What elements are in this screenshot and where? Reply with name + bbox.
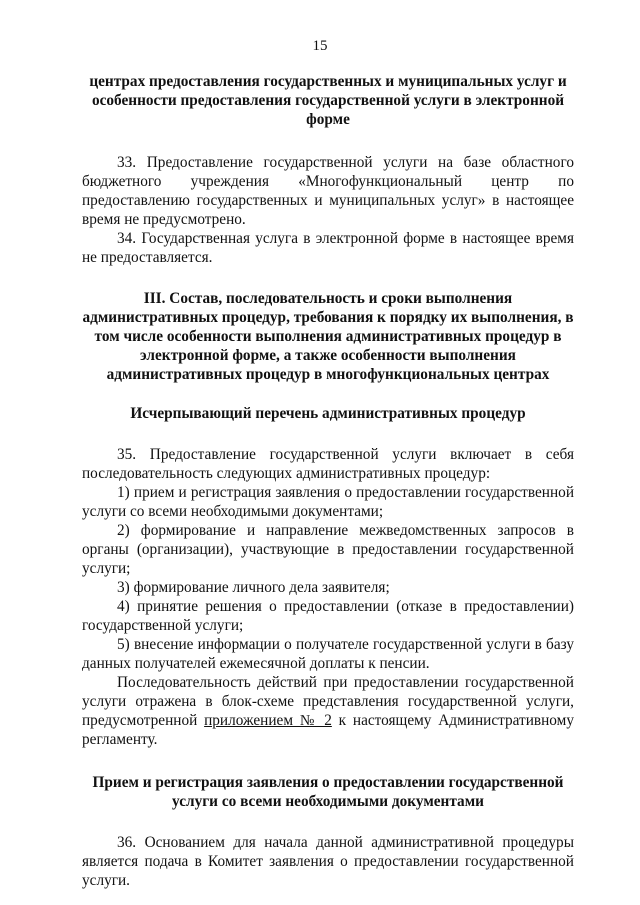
paragraph-34: 34. Государственная услуга в электронной форме в настоящее время не предоставляется. xyxy=(82,230,574,266)
section-3-heading: III. Состав, последовательность и сроки выполнения административных процедур, требования к порядку их выполнения, в том числе особенности выполнения административных процедур в электронной форме, а также особенности выполнения административных процедур в многофункциональных центрах xyxy=(82,290,574,383)
sequence-text-before: Последовательность действий при предоставлении государственной услуги отражена в блок-схеме представления государственной услуги, предусмотренной xyxy=(82,674,574,729)
appendix-2-link[interactable]: приложением № 2 xyxy=(204,712,332,729)
subheading-procedures-list: Исчерпывающий перечень административных процедур xyxy=(130,405,526,422)
paragraph-35: 35. Предоставление государственной услуги включает в себя последовательность следующих административных процедур: xyxy=(82,446,574,482)
list-item: 3) формирование личного дела заявителя; xyxy=(117,579,390,596)
sequence-text-after: к настоящему Административному регламенту. xyxy=(82,712,574,748)
list-item: 1) прием и регистрация заявления о предоставлении государственной услуги со всеми необходимыми документами; xyxy=(82,484,574,520)
paragraph-36: 36. Основанием для начала данной административной процедуры является подача в Комитет заявления о предоставлении государственной услуги. xyxy=(82,834,574,889)
paragraph-33: 33. Предоставление государственной услуги на базе областного бюджетного учреждения «Многофункциональный центр по предоставлению государственных и муниципальных услуг» в настоящее время не предусмотрено. xyxy=(82,154,574,228)
list-item: 5) внесение информации о получателе государственной услуги в базу данных получателей ежемесячной доплаты к пенсии. xyxy=(82,636,574,672)
list-item: 4) принятие решения о предоставлении (отказе в предоставлении) государственной услуги; xyxy=(82,598,574,634)
subheading-reception-registration: Прием и регистрация заявления о предоставлении государственной услуги со всеми необходимыми документами xyxy=(92,774,564,810)
heading-mfc-electronic: центрах предоставления государственных и муниципальных услуг и особенности предоставления государственной услуги в электронной форме xyxy=(89,73,567,128)
document-body xyxy=(82,72,574,890)
paragraph-sequence xyxy=(82,673,574,749)
page-number: 15 xyxy=(312,38,328,54)
list-item: 2) формирование и направление межведомственных запросов в органы (организации), участвующие в предоставлении государственной услуги; xyxy=(82,522,574,577)
